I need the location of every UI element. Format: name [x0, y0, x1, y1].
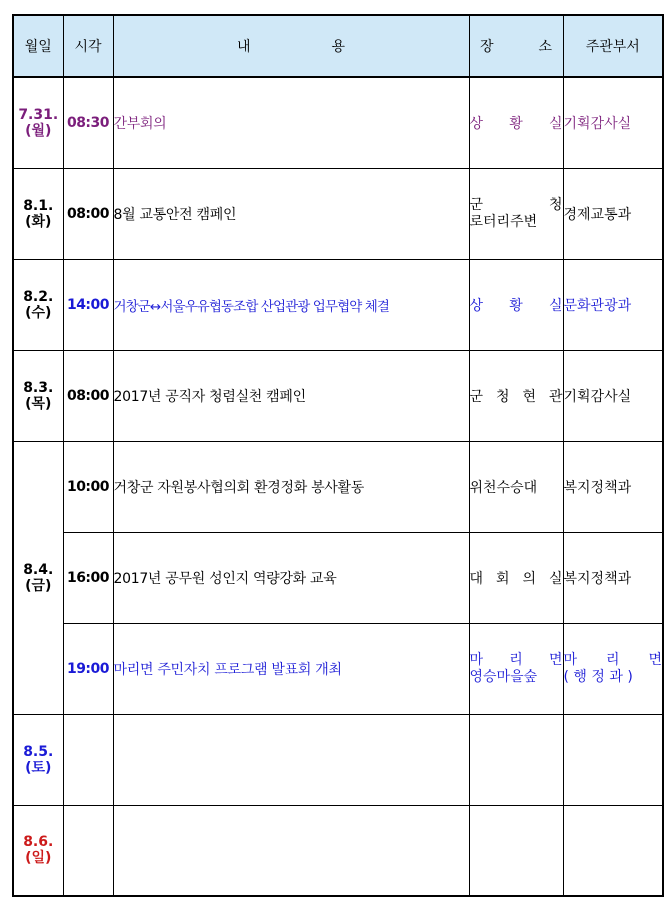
table-row: [13, 168, 663, 259]
place-cell: [469, 714, 563, 805]
header-dept: 주관부서: [563, 15, 663, 77]
date-text: 8.3.: [23, 379, 54, 396]
place-char: 마: [469, 651, 484, 668]
place-char: 관: [548, 388, 563, 405]
time-cell: 19:00: [63, 623, 113, 714]
dept-cell: 복지정책과: [563, 532, 663, 623]
content-cell: 마리면 주민자치 프로그램 발표회 개최: [113, 623, 469, 714]
table-row: [13, 532, 663, 623]
place-char: 상: [469, 297, 484, 314]
dept-char: 리: [605, 651, 620, 668]
place-char: 실: [548, 297, 563, 314]
date-text: 8.1.: [23, 197, 54, 214]
place-cell: [469, 259, 563, 350]
header-place: [469, 15, 563, 77]
place-line-2: 로터리주변: [469, 213, 538, 230]
content-cell: 거창군↔서울우유협동조합 산업관광 업무협약 체결: [113, 259, 469, 350]
place-cell: 위천수승대: [469, 441, 563, 532]
dept-cell: [563, 805, 663, 896]
place-char: 대: [469, 570, 484, 587]
place-char: 군: [469, 388, 484, 405]
weekday-text: (화): [25, 213, 52, 230]
dept-cell: 복지정책과: [563, 441, 663, 532]
content-cell: [113, 714, 469, 805]
time-cell: [63, 714, 113, 805]
time-cell: 08:30: [63, 77, 113, 168]
place-cell: [469, 350, 563, 441]
place-cell: [469, 805, 563, 896]
date-text: 8.4.: [23, 561, 54, 578]
date-text: 8.2.: [23, 288, 54, 305]
date-cell: [13, 259, 63, 350]
table-row: [13, 805, 663, 896]
date-text: 7.31.: [18, 106, 59, 123]
place-char: 회: [495, 570, 510, 587]
content-cell: 간부회의: [113, 77, 469, 168]
dept-cell: 기획감사실: [563, 77, 663, 168]
weekday-text: (수): [25, 304, 52, 321]
date-cell: [13, 714, 63, 805]
time-cell: 08:00: [63, 168, 113, 259]
place-char: 황: [509, 115, 523, 132]
place-char: 군: [469, 196, 484, 213]
date-cell: [13, 805, 63, 896]
place-char: 청: [495, 388, 510, 405]
content-cell: [113, 805, 469, 896]
weekday-text: (토): [25, 759, 52, 776]
table-row: [13, 441, 663, 532]
place-char: 의: [522, 570, 536, 587]
time-cell: 10:00: [63, 441, 113, 532]
table-row: [13, 259, 663, 350]
table-row: [13, 623, 663, 714]
date-cell: [13, 77, 63, 168]
table-row: [13, 714, 663, 805]
time-cell: [63, 805, 113, 896]
header-place-2: 소: [538, 39, 552, 55]
place-char: 실: [548, 115, 563, 132]
header-place-1: 장: [480, 39, 494, 55]
time-cell: 08:00: [63, 350, 113, 441]
weekday-text: (금): [25, 577, 52, 594]
place-char: 실: [548, 570, 563, 587]
place-char: 황: [509, 297, 523, 314]
header-row: [13, 15, 663, 77]
content-cell: 거창군 자원봉사협의회 환경정화 봉사활동: [113, 441, 469, 532]
table-row: [13, 350, 663, 441]
weekday-text: (월): [25, 122, 52, 139]
header-content-1: 내: [237, 39, 251, 55]
time-cell: 16:00: [63, 532, 113, 623]
place-char: 리: [509, 651, 523, 668]
header-date: 월일: [13, 15, 63, 77]
dept-cell: 기획감사실: [563, 350, 663, 441]
place-cell: [469, 623, 563, 714]
header-time: 시각: [63, 15, 113, 77]
time-cell: 14:00: [63, 259, 113, 350]
date-text: 8.5.: [23, 743, 54, 760]
place-cell: [469, 532, 563, 623]
place-char: 청: [548, 196, 563, 213]
place-char: 상: [469, 115, 484, 132]
content-cell: 2017년 공직자 청렴실천 캠페인: [113, 350, 469, 441]
dept-cell: 경제교통과: [563, 168, 663, 259]
place-cell: [469, 168, 563, 259]
dept-cell: [563, 714, 663, 805]
place-char: 면: [548, 651, 563, 668]
schedule-table: [12, 14, 664, 897]
weekday-text: (목): [25, 395, 52, 412]
dept-cell: [563, 623, 663, 714]
date-cell: [13, 350, 63, 441]
place-line-2: 영승마을숲: [469, 668, 538, 685]
date-cell: [13, 441, 63, 714]
content-cell: 8월 교통안전 캠페인: [113, 168, 469, 259]
place-char: 현: [522, 388, 536, 405]
place-cell: [469, 77, 563, 168]
date-cell: [13, 168, 63, 259]
table-row: [13, 77, 663, 168]
header-content: [113, 15, 469, 77]
date-text: 8.6.: [23, 834, 54, 851]
dept-char: 면: [648, 651, 662, 668]
dept-line-2: ( 행 정 과 ): [563, 668, 633, 685]
content-cell: 2017년 공무원 성인지 역량강화 교육: [113, 532, 469, 623]
header-content-2: 용: [331, 39, 345, 55]
dept-cell: 문화관광과: [563, 259, 663, 350]
weekday-text: (일): [25, 850, 52, 867]
dept-char: 마: [563, 651, 578, 668]
